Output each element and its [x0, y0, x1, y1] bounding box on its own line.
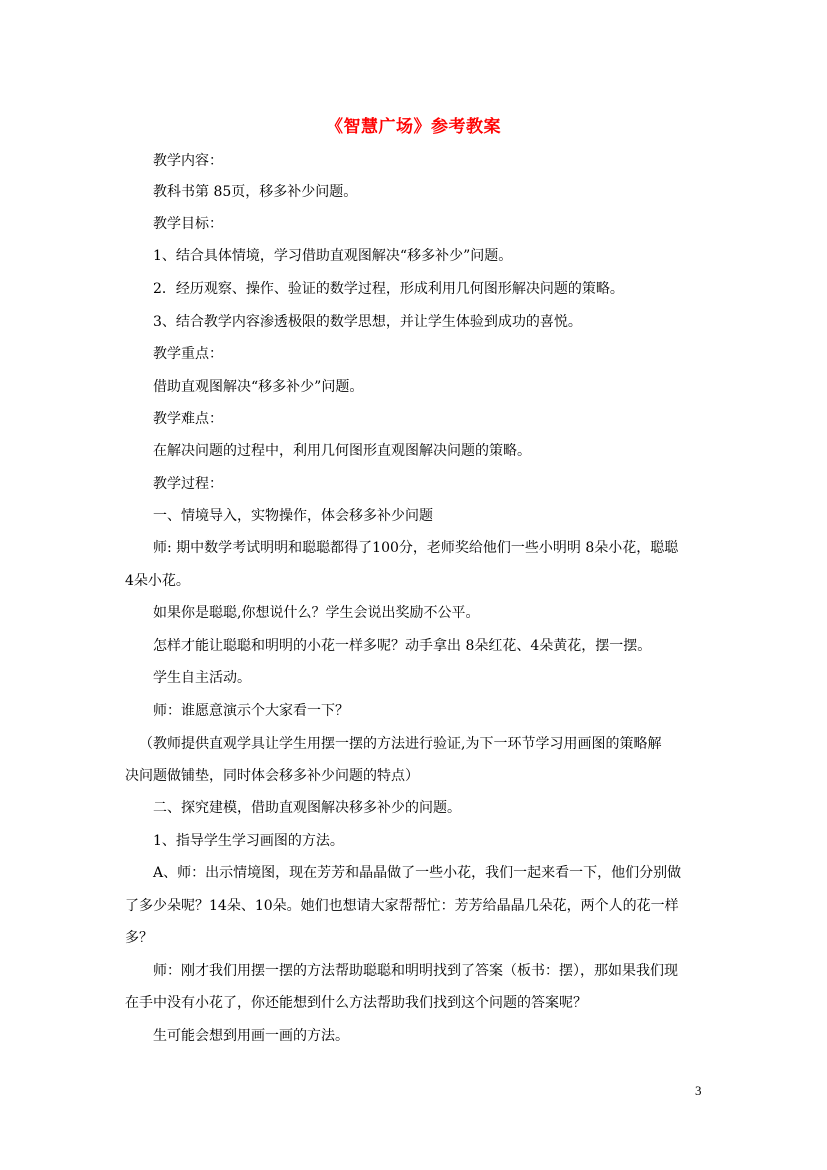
- paragraph-line: （教师提供直观学具让学生用摆一摆的方法进行验证,为下一环节学习用画图的策略解: [139, 736, 662, 752]
- section-heading-process: 教学过程：: [153, 476, 223, 492]
- paragraph-line: 决问题做铺垫，同时体会移多补少问题的特点）: [125, 768, 419, 784]
- paragraph-line: 教科书第 85页，移多补少问题。: [153, 184, 358, 200]
- paragraph-line: 怎样才能让聪聪和明明的小花一样多呢？动手拿出 8朵红花、4朵黄花，摆一摆。: [153, 638, 652, 654]
- paragraph-line: 生可能会想到用画一画的方法。: [153, 1028, 349, 1044]
- paragraph-line: A、师：出示情境图，现在芳芳和晶晶做了一些小花，我们一起来看一下，他们分别做: [153, 865, 682, 881]
- section-heading-content: 教学内容：: [153, 153, 223, 169]
- paragraph-line: 在手中没有小花了，你还能想到什么方法帮助我们找到这个问题的答案呢？: [125, 995, 587, 1011]
- paragraph-line: 师: 期中数学考试明明和聪聪都得了100分，老师奖给他们一些小明明 8朵小花，聪聪: [153, 540, 679, 556]
- page-number: 3: [695, 1083, 702, 1098]
- section-heading-goals: 教学目标：: [153, 216, 223, 232]
- subsection-heading-1: 一、情境导入，实物操作，体会移多补少问题: [153, 508, 433, 524]
- paragraph-line: 了多少朵呢？14朵、10朵。她们也想请大家帮帮忙：芳芳给晶晶几朵花，两个人的花一样: [125, 898, 679, 914]
- paragraph-line: 在解决问题的过程中，利用几何图形直观图解决问题的策略。: [153, 443, 531, 459]
- paragraph-line: 学生自主活动。: [153, 670, 251, 686]
- document-title: 《智慧广场》参考教案: [326, 117, 501, 137]
- goal-item-2: 2．经历观察、操作、验证的数学过程，形成利用几何图形解决问题的策略。: [153, 281, 624, 297]
- paragraph-line: 多？: [125, 930, 153, 946]
- paragraph-line: 师：刚才我们用摆一摆的方法帮助聪聪和明明找到了答案（板书：摆），那如果我们现: [153, 963, 678, 979]
- paragraph-line: 1、指导学生学习画图的方法。: [153, 833, 344, 849]
- paragraph-line: 4朵小花。: [125, 573, 190, 589]
- goal-item-1: 1、结合具体情境，学习借助直观图解决“移多补少”问题。: [153, 248, 513, 264]
- paragraph-line: 借助直观图解决“移多补少”问题。: [153, 379, 364, 395]
- goal-item-3: 3、结合教学内容渗透极限的数学思想，并让学生体验到成功的喜悦。: [153, 314, 582, 330]
- subsection-heading-2: 二、探究建模，借助直观图解决移多补少的问题。: [153, 800, 461, 816]
- paragraph-line: 师：谁愿意演示个大家看一下？: [153, 703, 349, 719]
- section-heading-difficulties: 教学难点：: [153, 411, 223, 427]
- section-heading-key-points: 教学重点：: [153, 346, 223, 362]
- paragraph-line: 如果你是聪聪,你想说什么？学生会说出奖励不公平。: [153, 605, 480, 621]
